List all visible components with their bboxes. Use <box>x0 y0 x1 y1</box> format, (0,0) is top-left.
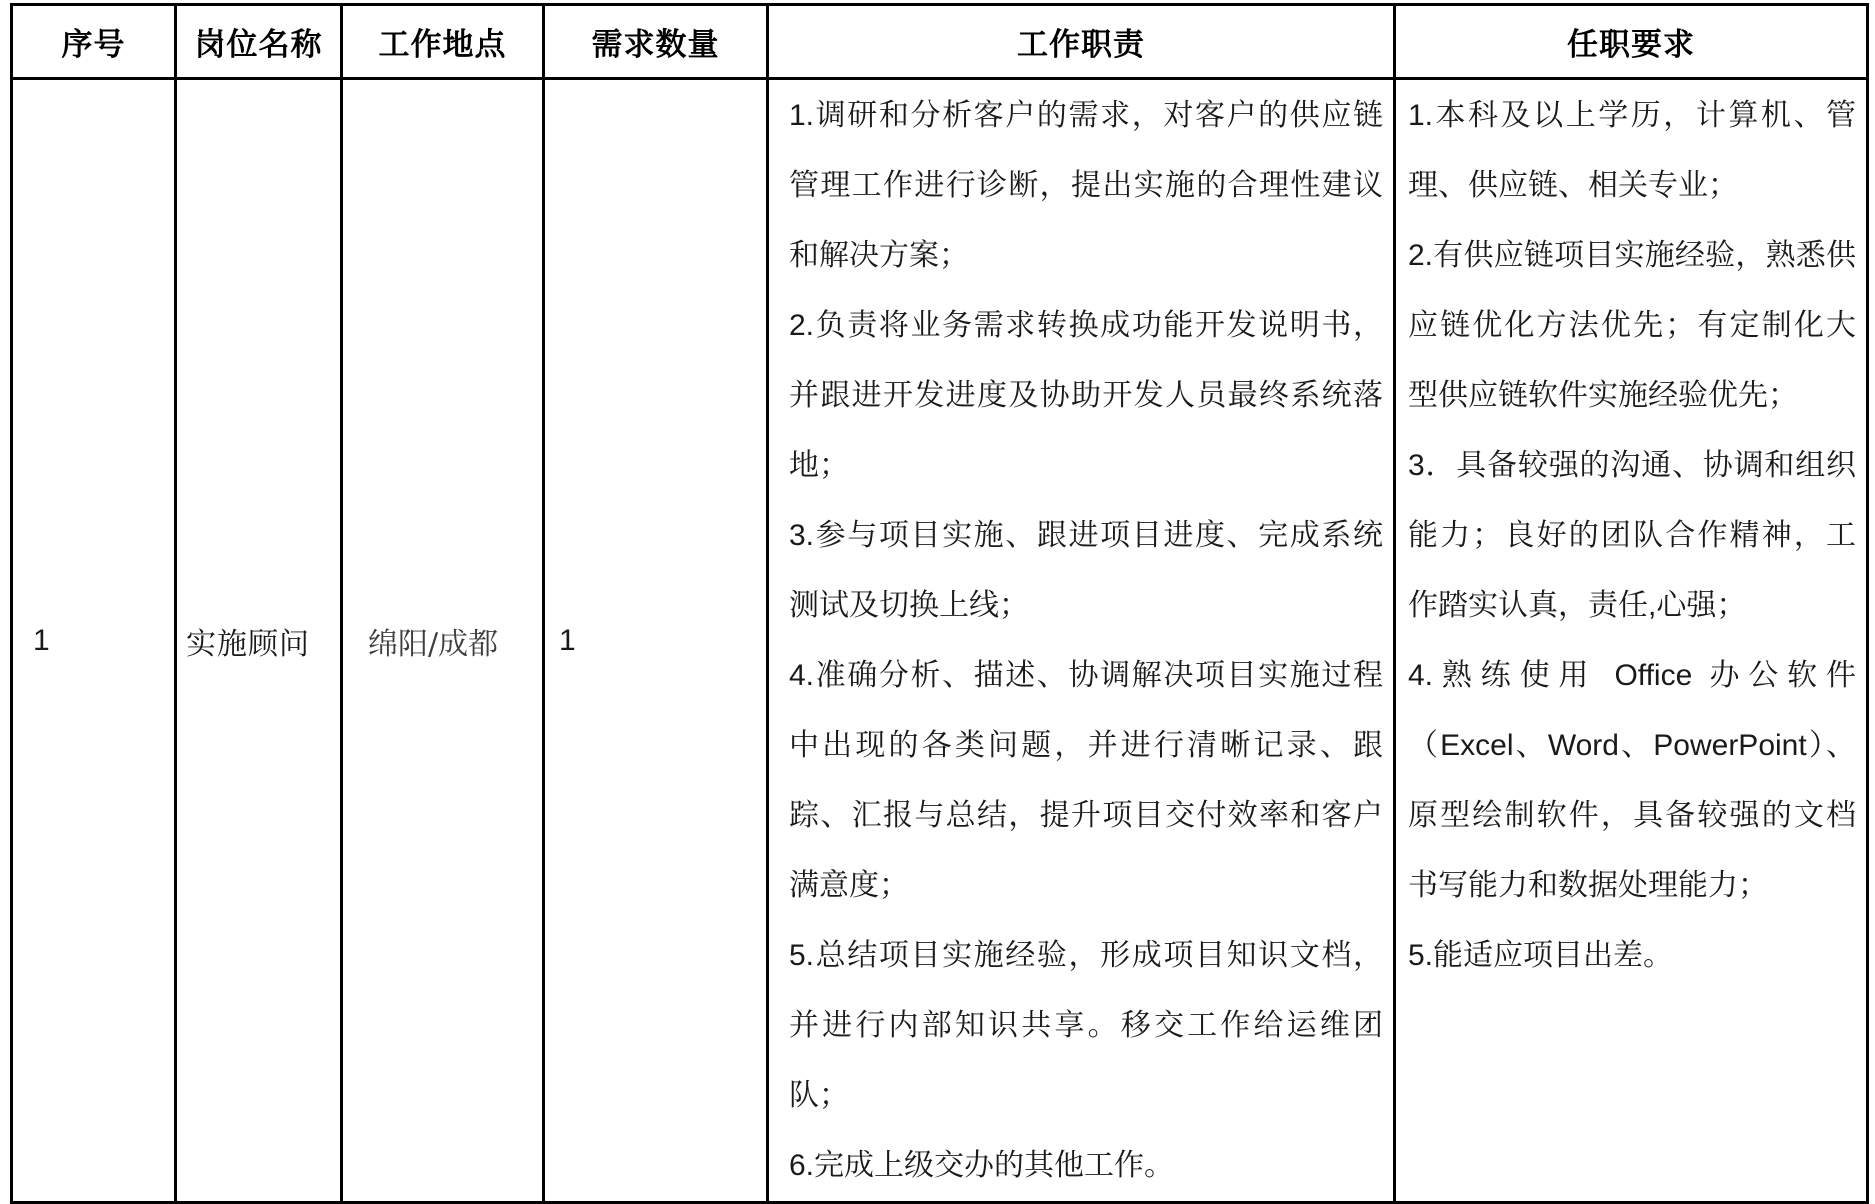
column-header-location: 工作地点 <box>342 5 544 79</box>
duties-cell <box>768 79 1395 1203</box>
count-cell: 1 <box>544 79 768 1203</box>
column-header-position: 岗位名称 <box>176 5 342 79</box>
requirement-item: 5.能适应项目出差。 <box>1408 939 1674 972</box>
duty-item: 2.负责将业务需求转换成功能开发说明书，并跟进开发进度及协助开发人员最终系统落地； <box>789 309 1383 482</box>
requirement-item: 1.本科及以上学历，计算机、管理、供应链、相关专业； <box>1408 99 1856 202</box>
column-header-requirements: 任职要求 <box>1395 5 1868 79</box>
requirement-item: 4.熟练使用 Office 办公软件（Excel、Word、PowerPoint）、原型绘制软件，具备较强的文档书写能力和数据处理能力； <box>1408 659 1856 902</box>
job-postings-table-container <box>10 3 1869 1204</box>
column-header-count: 需求数量 <box>544 5 768 79</box>
location-cell: 绵阳/成都 <box>342 79 544 1203</box>
job-postings-table <box>10 3 1869 1204</box>
duty-item: 6.完成上级交办的其他工作。 <box>789 1149 1175 1182</box>
duty-item: 1.调研和分析客户的需求，对客户的供应链管理工作进行诊断，提出实施的合理性建议和解决方案； <box>789 99 1383 272</box>
seq-cell: 1 <box>12 79 176 1203</box>
requirement-item: 3．具备较强的沟通、协调和组织能力；良好的团队合作精神，工作踏实认真，责任,心强； <box>1408 449 1856 622</box>
requirement-item: 2.有供应链项目实施经验，熟悉供应链优化方法优先；有定制化大型供应链软件实施经验优先； <box>1408 239 1856 412</box>
duty-item: 3.参与项目实施、跟进项目进度、完成系统测试及切换上线； <box>789 519 1383 622</box>
table-header-row <box>12 5 1868 79</box>
requirements-cell <box>1395 79 1868 1203</box>
position-cell: 实施顾问 <box>176 79 342 1203</box>
column-header-duties: 工作职责 <box>768 5 1395 79</box>
column-header-seq: 序号 <box>12 5 176 79</box>
duty-item: 4.准确分析、描述、协调解决项目实施过程中出现的各类问题，并进行清晰记录、跟踪、汇报与总结，提升项目交付效率和客户满意度； <box>789 659 1383 902</box>
table-row <box>12 79 1868 1203</box>
duty-item: 5.总结项目实施经验，形成项目知识文档，并进行内部知识共享。移交工作给运维团队； <box>789 939 1383 1112</box>
